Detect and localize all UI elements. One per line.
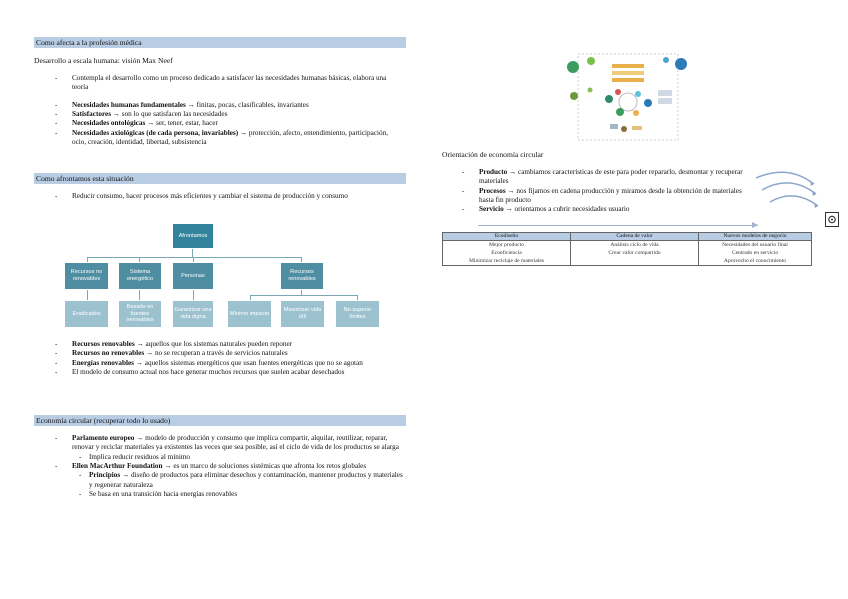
list-item-text: El modelo de consumo actual nos hace generar muchos recursos que suelen acabar desechados bbox=[72, 368, 345, 377]
table-cell: Mejor producto bbox=[443, 241, 571, 250]
list-item bbox=[462, 187, 752, 206]
section-header-medical: Como afecta a la profesión médica bbox=[34, 37, 406, 48]
list-item-term: Principios bbox=[89, 471, 121, 480]
list-item-text: → orientamos a cubrir necesidades usuario bbox=[503, 205, 630, 214]
table-row bbox=[443, 241, 812, 250]
list-item-text: → diseño de productos para eliminar desechos y contaminación, mantener productos y materiales y regenerar naturaleza bbox=[89, 471, 403, 489]
table-cell: Necesidades del usuario final bbox=[699, 241, 812, 250]
circular-arrows-diagram bbox=[752, 166, 824, 226]
list-item-text: → aquellos que los sistemas naturales pueden reponer bbox=[134, 340, 293, 348]
list-item-text: → no se recuperan a través de servicios naturales bbox=[144, 349, 288, 358]
list-item-text: → es un marco de soluciones sistémicas que afronta los retos globales bbox=[162, 462, 367, 471]
list-item-text: → cambiamos características de este para poder repararlo, desmontar y recuperar materiales bbox=[479, 168, 743, 186]
list-item-text: Implica reducir residuos al mínimo bbox=[89, 452, 190, 461]
table-cell: Crear valor compartido bbox=[571, 249, 699, 257]
table-row bbox=[443, 249, 812, 257]
table-header-nuevos-modelos: Nuevos modelos de negocio bbox=[699, 233, 812, 241]
diagram-leaf-fuentes-renovables: Basado en fuentes renovables bbox=[118, 300, 162, 328]
subheading-orientacion: Orientación de economía circular bbox=[442, 150, 544, 159]
diagram-node-recursos-no-renovables: Recursos no renovables bbox=[64, 262, 109, 290]
list-item bbox=[462, 168, 752, 187]
list-item bbox=[55, 129, 395, 148]
table-row bbox=[443, 257, 812, 266]
list-item bbox=[55, 490, 407, 499]
list-item bbox=[55, 192, 395, 201]
list-item-text: → aquellos sistemas energéticos que usan fuentes energéticas que no se agotan bbox=[133, 358, 363, 367]
list-item-term: Producto bbox=[479, 168, 508, 176]
list-item-term: Procesos bbox=[479, 186, 506, 195]
list-item-text: → modelo de producción y consumo que implica compartir, alquilar, reutilizar, reparar, renovar y reciclar materiales ya existentes las veces que sea posible, así el ciclo de vida de los productos se alarga bbox=[72, 434, 399, 452]
list-item bbox=[55, 453, 407, 462]
list-item bbox=[55, 349, 405, 358]
list-item-term: Necesidades axiológicas (de cada persona, invariables) bbox=[72, 128, 239, 137]
list-item-term: Necesidades ontológicas bbox=[72, 119, 146, 128]
list-item-text: Contempla el desarrollo como un proceso dedicado a satisfacer las necesidades humanas básicas, elabora una teoría bbox=[72, 74, 387, 92]
list-item-term: Satisfactores bbox=[72, 110, 111, 119]
circular-economy-list bbox=[55, 434, 407, 500]
list-item-term: Necesidades humanas fundamentales bbox=[72, 100, 186, 109]
circular-economy-table bbox=[442, 232, 812, 266]
list-item bbox=[55, 359, 405, 368]
list-item-term: Servicio bbox=[479, 205, 504, 214]
list-item bbox=[55, 368, 405, 377]
list-item bbox=[55, 462, 407, 471]
list-item bbox=[55, 434, 407, 453]
diagram-leaf-minimo-impacto: Mínimo impacto bbox=[227, 300, 272, 328]
list-item-text: → finitas, pocas, clasificables, invariantes bbox=[185, 100, 309, 109]
list-item bbox=[462, 205, 752, 214]
diagram-leaf-vida-digna: Garantizar una vida digna bbox=[172, 300, 214, 328]
table-header-ecodiseno: Ecodiseño bbox=[443, 233, 571, 241]
list-item-term: Ellen MacArthur Foundation bbox=[72, 462, 163, 471]
list-item-text: → ser, tener, estar, hacer bbox=[145, 119, 218, 128]
table-cell bbox=[571, 257, 699, 266]
diagram-root: Afrontamos bbox=[172, 223, 214, 249]
list-item-text: → nos fijamos en cadena producción y miramos desde la obtención de materiales hasta fin producto bbox=[479, 186, 742, 205]
section-header-economia-circular: Economía circular (recuperar todo lo usado) bbox=[34, 415, 406, 426]
subheading-max-neef: Desarrollo a escala humana: visión Max Neef bbox=[34, 56, 173, 65]
list-item bbox=[55, 340, 405, 349]
diagram-leaf-limites: No superar límites bbox=[335, 300, 380, 328]
table-cell: Análisis ciclo de vida bbox=[571, 241, 699, 250]
diagram-leaf-vida-util: Maximizar vida útil bbox=[280, 300, 325, 328]
list-item-text: Se basa en una transición hacia energías renovables bbox=[89, 490, 238, 499]
circular-economy-infographic bbox=[560, 50, 690, 142]
diagram-node-recursos-renovables: Recursos renovables bbox=[280, 262, 324, 290]
list-item-text: → protección, afecto, entendimiento, participación, ocio, creación, identidad, libertad, subsistencia bbox=[72, 128, 388, 147]
diagram-leaf-eradicados: Eradicados bbox=[64, 300, 109, 328]
resources-list bbox=[55, 340, 405, 377]
reduce-list bbox=[55, 192, 395, 201]
list-item bbox=[55, 471, 407, 490]
needs-list bbox=[55, 74, 395, 148]
list-item-text: Reducir consumo, hacer procesos más eficientes y cambiar el sistema de producción y consumo bbox=[72, 192, 348, 200]
table-cell: Minimizar reciclaje de materiales bbox=[443, 257, 571, 266]
diagram-node-personas: Personas bbox=[172, 262, 214, 290]
list-item-text: → son lo que satisfacen las necesidades bbox=[111, 110, 228, 119]
list-item-term: Parlamento europeo bbox=[72, 434, 135, 442]
diagram-node-sistema-energetico: Sistema energético bbox=[118, 262, 162, 290]
table-header-cadena-valor: Cadena de valor bbox=[571, 233, 699, 241]
list-item bbox=[55, 110, 395, 119]
orientation-list bbox=[462, 168, 752, 215]
table-cell: Ecoeficiencia bbox=[443, 249, 571, 257]
list-item bbox=[55, 74, 395, 93]
list-item bbox=[55, 101, 395, 110]
table-cell: Aprovecho el conocimiento bbox=[699, 257, 812, 266]
list-item-term: Recursos renovables bbox=[72, 340, 135, 348]
section-header-afrontamos: Como afrontamos esta situación bbox=[34, 173, 406, 184]
gear-badge-icon bbox=[825, 212, 839, 227]
list-item-term: Recursos no renovables bbox=[72, 349, 145, 358]
list-item bbox=[55, 119, 395, 128]
list-item-term: Energías renovables bbox=[72, 358, 134, 367]
table-cell: Centrado en servicio bbox=[699, 249, 812, 257]
